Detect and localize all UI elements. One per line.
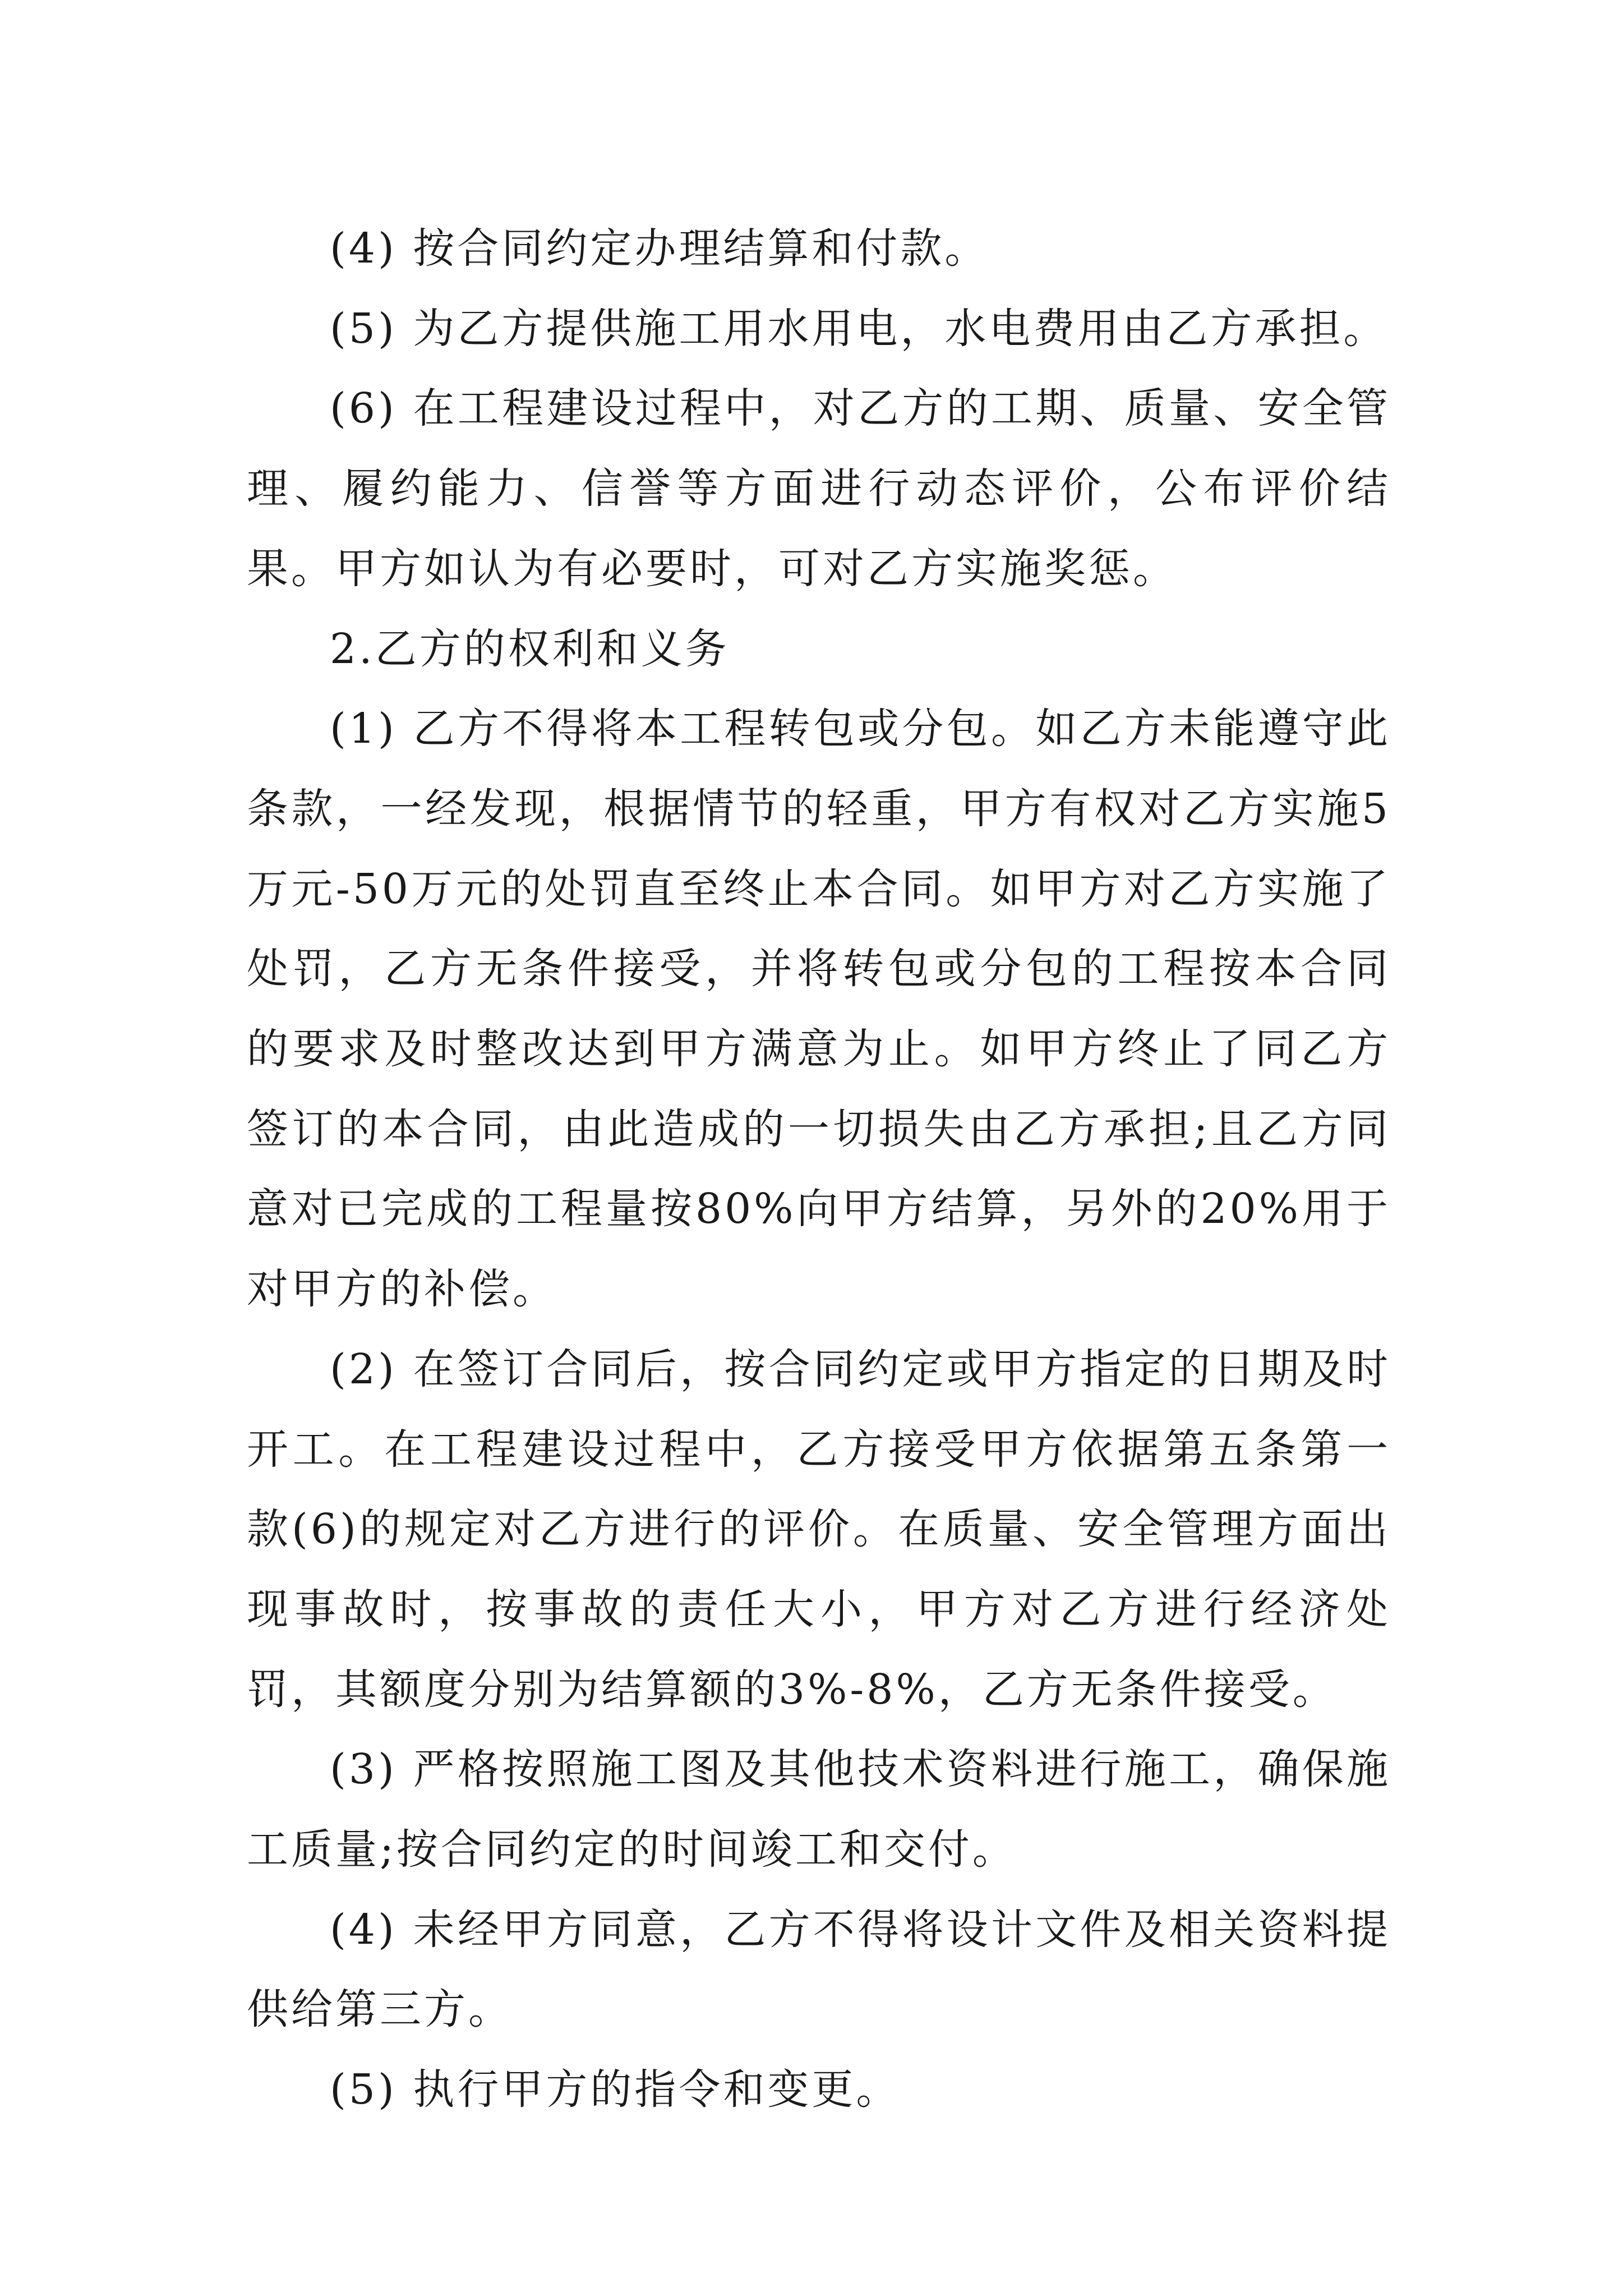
- paragraph-b-item-4: (4) 未经甲方同意，乙方不得将设计文件及相关资料提供给第三方。: [247, 1905, 1391, 2034]
- paragraph-item-6: (6) 在工程建设过程中，对乙方的工期、质量、安全管理、履约能力、信誉等方面进行动态评价，公布评价结果。甲方如认为有必要时，可对乙方实施奖惩。: [247, 384, 1391, 593]
- paragraph-b-item-2: (2) 在签订合同后，按合同约定或甲方指定的日期及时开工。在工程建设过程中，乙方接受甲方依据第五条第一款(6)的规定对乙方进行的评价。在质量、安全管理方面出现事故时，按事故的责任大小，甲方对乙方进行经济处罚，其额度分别为结算额的3%-8%，乙方无条件接受。: [247, 1345, 1391, 1714]
- section-heading-party-b: 2.乙方的权利和义务: [330, 624, 730, 673]
- paragraph-item-4: (4) 按合同约定办理结算和付款。: [330, 224, 989, 273]
- paragraph-b-item-3: (3) 严格按照施工图及其他技术资料进行施工，确保施工质量;按合同约定的时间竣工和交付。: [247, 1745, 1391, 1874]
- paragraph-b-item-1: (1) 乙方不得将本工程转包或分包。如乙方未能遵守此条款，一经发现，根据情节的轻重，甲方有权对乙方实施5万元-50万元的处罚直至终止本合同。如甲方对乙方实施了处罚，乙方无条件接受，并将转包或分包的工程按本合同的要求及时整改达到甲方满意为止。如甲方终止了同乙方签订的本合同，由此造成的一切损失由乙方承担;且乙方同意对已完成的工程量按80%向甲方结算，另外的20%用于对甲方的补偿。: [247, 705, 1391, 1314]
- paragraph-item-5: (5) 为乙方提供施工用水用电，水电费用由乙方承担。: [330, 304, 1388, 353]
- document-body: [247, 209, 1391, 2130]
- paragraph-b-item-5: (5) 执行甲方的指令和变更。: [330, 2065, 901, 2114]
